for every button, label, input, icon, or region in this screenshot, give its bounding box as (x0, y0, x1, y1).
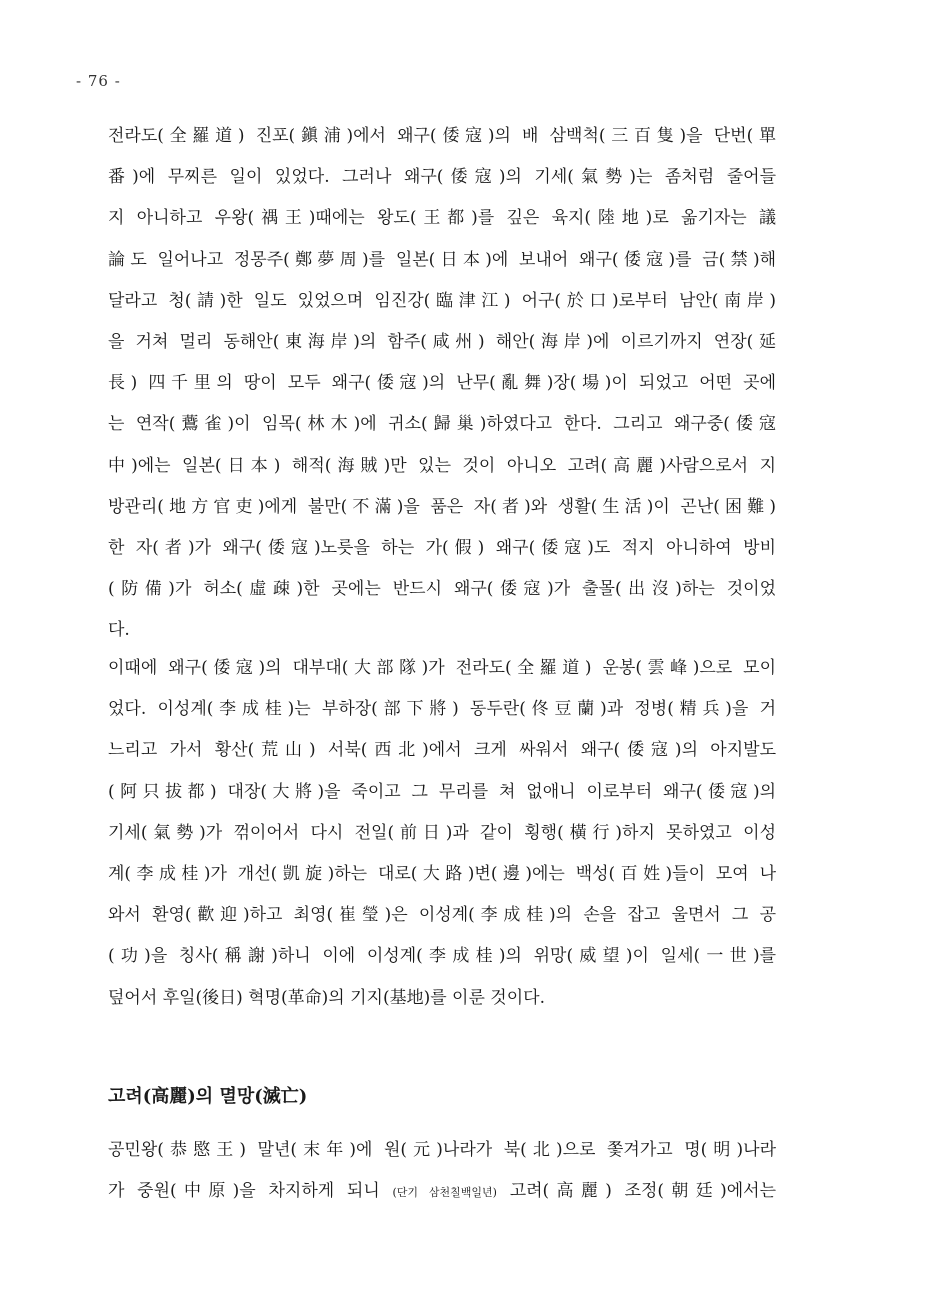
text-line: 한 자(者)가 왜구(倭寇)노릇을 하는 가(假) 왜구(倭寇)도 적지 아니하여 방비 (108, 537, 776, 558)
text-line: 기세(氣勢)가 꺾이어서 다시 전일(前日)과 같이 횡행(橫行)하지 못하였고 이성 (108, 822, 776, 843)
text-line: 와서 환영(歡迎)하고 최영(崔瑩)은 이성계(李成桂)의 손을 잡고 울면서 그 공 (108, 905, 776, 926)
text-line: 이때에 왜구(倭寇)의 대부대(大部隊)가 전라도(全羅道) 운봉(雲峰)으로 모이 (108, 658, 776, 678)
text-line: 長) 四千里의 땅이 모두 왜구(倭寇)의 난무(亂舞)장(場)이 되었고 어떤 곳에 (108, 373, 776, 394)
text-line: 論도 일어나고 정몽주(鄭夢周)를 일본(日本)에 보내어 왜구(倭寇)를 금(禁)해 (108, 249, 776, 270)
text-line (108, 1171, 776, 1212)
text-line: 中)에는 일본(日本) 해적(海賊)만 있는 것이 아니오 고려(高麗)사람으로서 지 (108, 455, 776, 476)
paragraph-2 (108, 648, 776, 1019)
text-line: 다. (108, 620, 130, 641)
small-annotation: (단기 삼천칠백일년) (392, 1186, 497, 1200)
text-segment: 고려(高麗) 조정(朝廷)에서는 (496, 1181, 776, 1202)
text-line: 방관리(地方官吏)에게 불만(不滿)을 품은 자(者)와 생활(生活)이 곤난(困難) (108, 496, 776, 517)
section-heading: 고려(高麗)의 멸망(滅亡) (108, 1086, 308, 1107)
paragraph-3 (108, 1130, 776, 1212)
paragraph-1 (108, 116, 776, 651)
text-line: 달라고 청(請)한 일도 있었으며 임진강(臨津江) 어구(於口)로부터 남안(南岸) (108, 290, 776, 311)
text-line: 덮어서 후일(後日) 혁명(革命)의 기지(基地)를 이룬 것이다. (108, 987, 545, 1008)
text-line: 었다. 이성계(李成桂)는 부하장(部下將) 동두란(佟豆蘭)과 정병(精兵)을 거 (108, 699, 776, 720)
text-line: 계(李成桂)가 개선(凱旋)하는 대로(大路)변(邊)에는 백성(百姓)들이 모여 나 (108, 863, 776, 884)
text-segment: 가 중원(中原)을 차지하게 되니 (108, 1181, 393, 1202)
text-line: (防備)가 허소(虛疎)한 곳에는 반드시 왜구(倭寇)가 출몰(出沒)하는 것이었 (108, 579, 776, 600)
text-line: 番)에 무찌른 일이 있었다. 그러나 왜구(倭寇)의 기세(氣勢)는 좀처럼 줄어들 (108, 167, 776, 188)
text-line: (阿只拔都) 대장(大將)을 죽이고 그 무리를 쳐 없애니 이로부터 왜구(倭寇)의 (108, 781, 776, 802)
text-line: (功)을 칭사(稱謝)하니 이에 이성계(李成桂)의 위망(威望)이 일세(一世)를 (108, 946, 776, 967)
text-line: 지 아니하고 우왕(禑王)때에는 왕도(王都)를 깊은 육지(陸地)로 옮기자는 議 (108, 208, 776, 229)
text-line: 을 거쳐 멀리 동해안(東海岸)의 함주(咸州) 해안(海岸)에 이르기까지 연장(延 (108, 331, 776, 352)
text-line: 공민왕(恭愍王) 말년(末年)에 원(元)나라가 북(北)으로 쫓겨가고 명(明)나라 (108, 1140, 776, 1160)
text-line: 전라도(全羅道) 진포(鎭浦)에서 왜구(倭寇)의 배 삼백척(三百隻)을 단번(單 (108, 126, 776, 146)
page-number: - 76 - (76, 72, 121, 90)
text-line: 는 연작(鷰雀)이 임목(林木)에 귀소(歸巢)하였다고 한다. 그리고 왜구중(倭寇 (108, 414, 776, 435)
text-line: 느리고 가서 황산(荒山) 서북(西北)에서 크게 싸워서 왜구(倭寇)의 아지발도 (108, 740, 776, 761)
